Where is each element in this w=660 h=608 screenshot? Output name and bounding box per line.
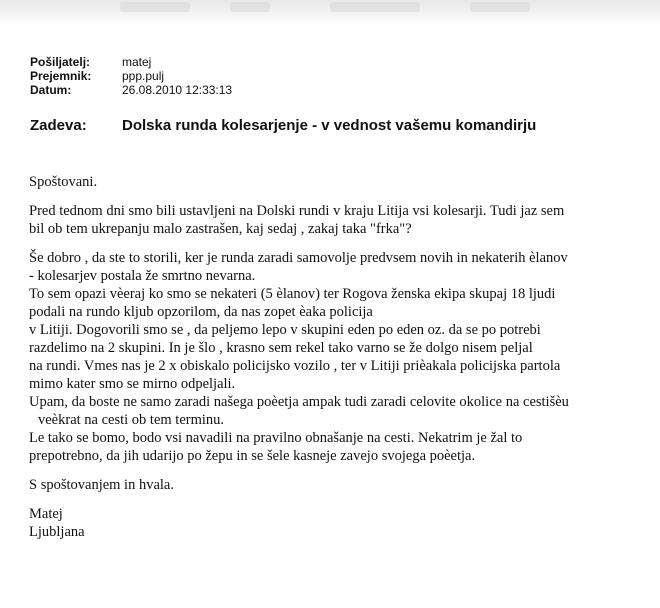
scan-smudge [330, 2, 420, 12]
from-row [30, 55, 232, 69]
scan-smudge [470, 2, 530, 12]
date-row [30, 83, 232, 97]
body-line: Pred tednom dni smo bili ustavljeni na Dolski rundi v kraju Litija vsi kolesarji. Tudi jaz sem [29, 203, 565, 219]
scan-smudge [120, 2, 190, 12]
body-line: na rundi. Vmes nas je 2 x obiskalo policijsko vozilo , ter v Litiji prièakala policijska partola [29, 358, 561, 374]
greeting: Spoštovani. [29, 174, 98, 190]
from-label: Pošiljatelj: [30, 55, 91, 69]
body-line: v Litiji. Dogovorili smo se , da peljemo lepo v skupini eden po eden oz. da se po potrebi [29, 322, 541, 338]
body-line: veèkrat na cesti ob tem terminu. [38, 412, 225, 428]
subject-label: Zadeva: [30, 117, 87, 134]
email-body [29, 173, 660, 541]
signature-name: Matej [29, 506, 63, 522]
scan-top-edge [0, 0, 660, 26]
body-line: Le tako se bomo, bodo vsi navadili na pravilno obnašanje na cesti. Nekatrim je žal to [29, 430, 523, 446]
to-label: Prejemnik: [30, 69, 92, 83]
email-header [30, 55, 232, 97]
subject-row [30, 117, 536, 134]
body-line: Še dobro , da ste to storili, ker je runda zaradi samovolje predvsem novih in nekaterih èlanov [29, 250, 568, 266]
signature-city: Ljubljana [29, 524, 85, 540]
closing: S spoštovanjem in hvala. [29, 477, 174, 493]
date-value: 26.08.2010 12:33:13 [122, 83, 233, 97]
body-line: razdelimo na 2 skupini. In je šlo , krasno sem rekel tako varno se že dolgo nisem peljal [29, 340, 533, 356]
to-row [30, 69, 232, 83]
body-line: podali na rundo kljub opzorilom, da nas zopet èaka policija [29, 304, 373, 320]
body-line: Upam, da boste ne samo zaradi našega poèetja ampak tudi zaradi celovite okolice na cestišèu [29, 394, 569, 410]
date-label: Datum: [30, 83, 72, 97]
subject-value: Dolska runda kolesarjenje - v vednost vašemu komandirju [122, 117, 537, 134]
body-line: mimo kater smo se mirno odpeljali. [29, 376, 236, 392]
scan-smudge [230, 2, 270, 12]
body-line: To sem opazi vèeraj ko smo se nekateri (5 èlanov) ter Rogova ženska ekipa skupaj 18 ljudi [29, 286, 556, 302]
from-value: matej [122, 55, 152, 69]
to-value: ppp.pulj [122, 69, 165, 83]
body-line: - kolesarjev postala že smrtno nevarna. [29, 268, 256, 284]
body-line: prepotrebno, da jih udarijo po žepu in se šele kasneje zavejo svojega poèetja. [29, 448, 476, 464]
body-line: bil ob tem ukrepanju malo zastrašen, kaj sedaj , zakaj taka "frka"? [29, 221, 412, 237]
